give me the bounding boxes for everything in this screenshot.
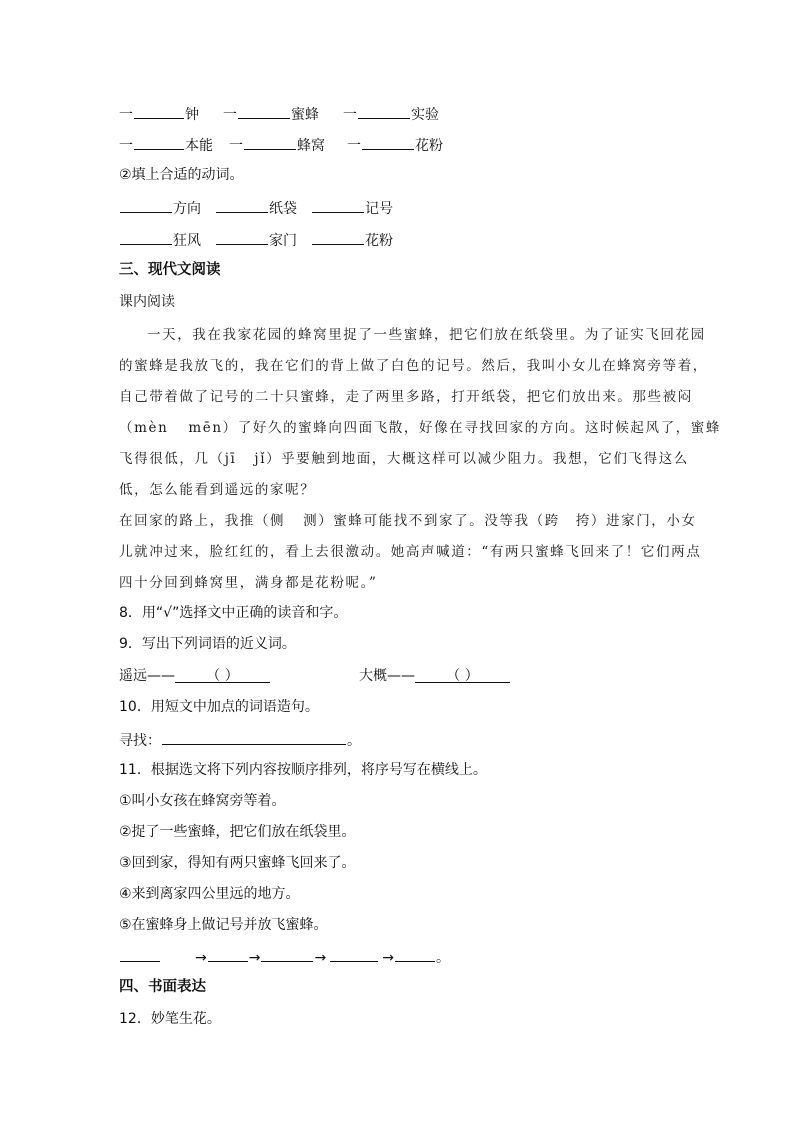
synonym-item-1 [119, 666, 270, 688]
section-3-title: 三、现代文阅读 [119, 262, 221, 278]
answer-blank[interactable] [312, 197, 364, 213]
answer-blank[interactable] [244, 134, 296, 150]
prefix: 一 [223, 107, 237, 123]
order-answer-blank[interactable] [120, 946, 160, 962]
suffix: 方向 [173, 201, 201, 217]
suffix: 花粉 [365, 233, 393, 249]
answer-blank[interactable] [216, 197, 268, 213]
arrow: → [314, 950, 327, 966]
period: 。 [347, 733, 361, 749]
sentence-answer-blank[interactable] [162, 729, 346, 745]
answer-blank[interactable] [362, 134, 414, 150]
suffix: 记号 [365, 201, 393, 217]
pinyin-option-a[interactable]: （mèn [119, 420, 169, 436]
verb-row-1 [119, 197, 393, 219]
prefix: 一 [119, 138, 133, 154]
question-8: 8．用“√”选择文中正确的读音和字。 [119, 605, 348, 621]
suffix: 钟 [185, 107, 199, 123]
answer-blank[interactable] [238, 103, 290, 119]
suffix: 蜂窝 [297, 138, 325, 154]
order-item-1: ①叫小女孩在蜂窝旁等着。 [119, 793, 286, 809]
suffix: 本能 [185, 138, 213, 154]
arrow: → [248, 950, 261, 966]
answer-blank[interactable] [216, 229, 268, 245]
answer-blank[interactable] [134, 103, 184, 119]
passage-line-2: 的蜜蜂是我放飞的，我在它们的背上做了白色的记号。然后，我叫小女儿在蜂窝旁等着， [119, 358, 708, 374]
suffix: 家门 [269, 233, 297, 249]
passage-line-1: 一天，我在我家花园的蜂窝里捉了一些蜜蜂，把它们放在纸袋里。为了证实飞回花园 [147, 327, 706, 343]
synonym-item-2 [359, 666, 510, 688]
question-9: 9．写出下列词语的近义词。 [119, 636, 296, 652]
suffix: 纸袋 [269, 201, 297, 217]
section-4-title: 四、书面表达 [119, 979, 206, 995]
passage-line-9: 四十分回到蜂窝里，满身都是花粉呢。” [119, 575, 378, 591]
answer-blank[interactable] [120, 197, 172, 213]
order-answer-blank[interactable] [395, 946, 435, 962]
order-item-5: ⑤在蜜蜂身上做记号并放飞蜜蜂。 [119, 917, 328, 933]
synonym-answer-blank[interactable]: （ ） [175, 666, 270, 683]
suffix: 花粉 [415, 138, 443, 154]
section-3-subtitle: 课内阅读 [119, 294, 175, 310]
answer-blank[interactable] [134, 134, 184, 150]
answer-blank[interactable] [312, 229, 364, 245]
period: 。 [435, 950, 450, 966]
measure-word-row-2 [119, 134, 443, 156]
passage-line-8: 儿就冲过来，脸红红的，看上去很激动。她高声喊道：“有两只蜜蜂飞回来了！它们两点 [119, 544, 702, 560]
prefix: 一 [347, 138, 361, 154]
synonym-answer-blank[interactable]: （ ） [415, 666, 510, 683]
order-answer-blank[interactable] [330, 946, 378, 962]
passage-line-5 [119, 447, 689, 467]
passage-line-3: 自己带着做了记号的二十只蜜蜂，走了两里多路，打开纸袋，把它们放出来。那些被闷 [119, 389, 693, 405]
verb-instruction: ②填上合适的动词。 [119, 167, 244, 183]
order-answer-row [119, 946, 450, 968]
measure-word-row-1 [119, 103, 439, 125]
sentence-item [119, 729, 361, 751]
suffix: 蜜蜂 [291, 107, 319, 123]
answer-blank[interactable] [358, 103, 410, 119]
question-10: 10．用短文中加点的词语造句。 [119, 699, 319, 715]
question-11: 11．根据选文将下列内容按顺序排列，将序号写在横线上。 [119, 762, 487, 778]
prefix: 一 [343, 107, 357, 123]
passage-text: 挎）进家门，小女 [575, 513, 697, 529]
pinyin-option-a[interactable]: 飞得很低，几（jī [119, 451, 237, 467]
answer-blank[interactable] [120, 229, 172, 245]
passage-text: 在回家的路上，我推（侧 [119, 513, 286, 529]
order-item-2: ②捉了一些蜜蜂，把它们放在纸袋里。 [119, 824, 356, 840]
prefix: 一 [229, 138, 243, 154]
passage-line-6: 低，怎么能看到遥远的家呢？ [119, 482, 316, 498]
passage-text: 测）蜜蜂可能找不到家了。没等我（跨 [303, 513, 560, 529]
passage-line-7 [119, 509, 697, 529]
arrow: → [382, 950, 394, 966]
sentence-label: 寻找： [119, 733, 161, 749]
order-answer-blank[interactable] [261, 946, 313, 962]
order-item-3: ③回到家，得知有两只蜜蜂飞回来了。 [119, 855, 356, 871]
question-12: 12．妙笔生花。 [119, 1011, 221, 1027]
passage-text: jǐ）乎要触到地面，大概这样可以减少阻力。我想，它们飞得这么 [254, 451, 689, 467]
verb-row-2 [119, 229, 393, 251]
passage-text: mēn）了好久的蜜蜂向四面飞散，好像在寻找回家的方向。这时候起风了，蜜蜂 [188, 420, 721, 436]
prefix: 一 [119, 107, 133, 123]
order-answer-blank[interactable] [208, 946, 248, 962]
arrow: → [195, 950, 207, 966]
suffix: 实验 [411, 107, 439, 123]
suffix: 狂风 [173, 233, 201, 249]
order-item-4: ④来到离家四公里远的地方。 [119, 886, 300, 902]
synonym-label: 大概—— [359, 668, 415, 684]
synonym-label: 遥远—— [119, 668, 175, 684]
passage-line-4 [119, 416, 721, 436]
